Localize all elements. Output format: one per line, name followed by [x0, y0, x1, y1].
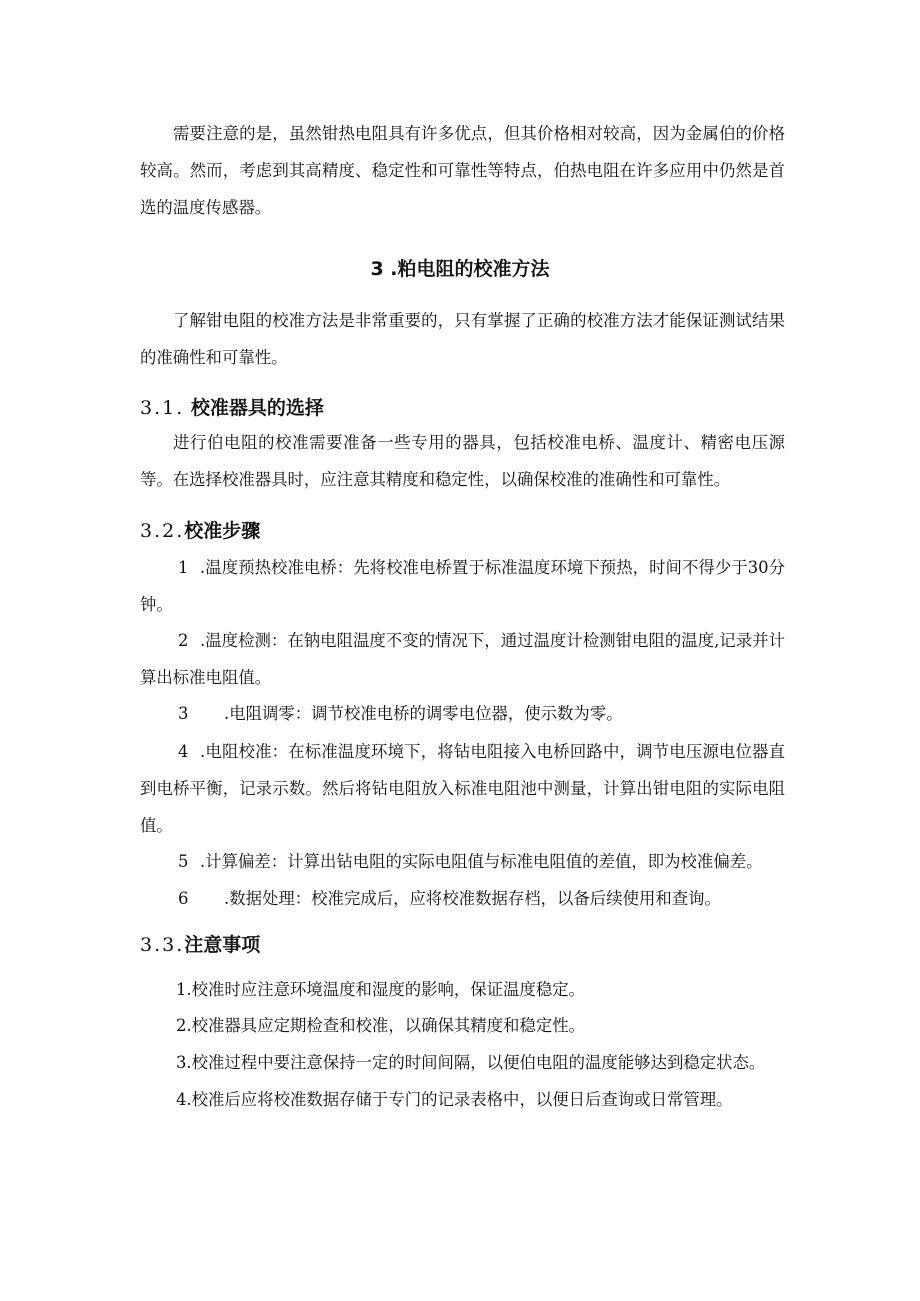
section-3-3-heading	[140, 930, 260, 957]
step-item	[140, 733, 785, 844]
step-text: .温度预热校准电桥：先将校准电桥置于标准温度环境下预热，时间不得少于30分钟。	[140, 558, 785, 614]
step-item	[140, 843, 785, 880]
step-item	[140, 622, 785, 696]
step-text: .计算偏差：计算出钻电阻的实际电阻值与标准电阻值的差值，即为校准偏差。	[200, 852, 763, 871]
step-text: .温度检测：在钠电阻温度不变的情况下，通过温度计检测钳电阻的温度,记录并计算出标准电阻值。	[140, 631, 785, 687]
section-3-2-title: 校准步骤	[184, 520, 261, 542]
note-item: 3.校准过程中要注意保持一定的时间间隔，以便伯电阻的温度能够达到稳定状态。	[176, 1053, 766, 1072]
step-number: 1	[178, 558, 189, 577]
section-3-2-heading	[140, 516, 260, 543]
section-3-intro-paragraph: 了解钳电阻的校准方法是非常重要的，只有掌握了正确的校准方法才能保证测试结果的准确性和可靠性。	[140, 311, 785, 367]
note-item: 2.校准器具应定期检查和校准，以确保其精度和稳定性。	[176, 1016, 586, 1035]
step-item	[140, 695, 785, 732]
section-3-3-number: 3.3.	[140, 934, 185, 956]
section-3-2-number: 3.2.	[140, 520, 185, 542]
section-3-1-heading	[140, 393, 324, 420]
section-3-1-title: 校准器具的选择	[190, 397, 324, 419]
section-3-1-paragraph: 进行伯电阻的校准需要准备一些专用的器具，包括校准电桥、温度计、精密电压源等。在选择校准器具时，应注意其精度和稳定性，以确保校准的准确性和可靠性。	[140, 433, 785, 489]
intro-paragraph: 需要注意的是，虽然钳热电阻具有许多优点，但其价格相对较高，因为金属伯的价格较高。然而，考虑到其高精度、稳定性和可靠性等特点，伯热电阻在许多应用中仍然是首选的温度传感器。	[140, 124, 785, 217]
section-3-1-number: 3.1.	[140, 397, 185, 419]
section-3-3-title: 注意事项	[184, 934, 261, 956]
step-text: .电阻校准：在标准温度环境下，将钻电阻接入电桥回路中，调节电压源电位器直到电桥平衡，记录示数。然后将钻电阻放入标准电阻池中测量，计算出钳电阻的实际电阻值。	[140, 742, 785, 835]
note-item: 4.校准后应将校准数据存储于专门的记录表格中，以便日后查询或日常管理。	[176, 1090, 733, 1109]
step-text: .电阻调零：调节校准电桥的调零电位器，使示数为零。	[224, 704, 623, 723]
step-number: 2	[178, 631, 189, 650]
step-number: 3	[178, 704, 189, 723]
note-item: 1.校准时应注意环境温度和湿度的影响，保证温度稳定。	[176, 980, 586, 999]
step-item	[140, 549, 785, 623]
step-number: 5	[178, 852, 189, 871]
step-number: 4	[178, 742, 189, 761]
step-text: .数据处理：校准完成后，应将校准数据存档，以备后续使用和查询。	[224, 889, 721, 908]
section-3-title: 3 .粕电阻的校准方法	[370, 258, 550, 280]
step-item	[140, 880, 785, 917]
step-number: 6	[178, 889, 189, 908]
